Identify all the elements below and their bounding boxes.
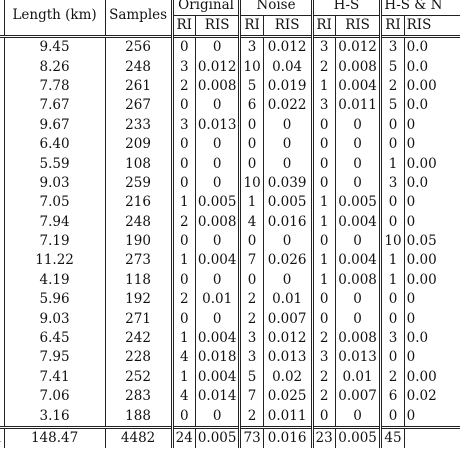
hsn-ris-cell: 0.0: [404, 329, 460, 348]
original-ris-cell: 0: [195, 174, 240, 193]
hs-ris-cell: 0.01: [335, 368, 381, 387]
original-ris-cell: 0.004: [195, 368, 240, 387]
hsn-ri-cell: 3: [381, 329, 404, 348]
total-row: [0, 427, 460, 448]
hs-ri-cell: 0: [312, 290, 335, 309]
hsn-ris-cell: 0.0: [404, 174, 460, 193]
table-row: [0, 309, 460, 328]
hs-ri-cell: 2: [312, 329, 335, 348]
length-cell: 7.95: [4, 348, 105, 367]
table-row: [0, 135, 460, 154]
original-ri-cell: 1: [172, 329, 195, 348]
original-ris-cell: 0.012: [195, 57, 240, 76]
original-ri-cell: 2: [172, 213, 195, 232]
hs-ri-cell: 0: [312, 406, 335, 427]
hsn-ri-cell: 0: [381, 290, 404, 309]
samples-cell: 190: [105, 232, 172, 251]
original-ri-cell: 24: [172, 427, 195, 448]
original-ri-cell: 2: [172, 290, 195, 309]
original-ri-cell: 1: [172, 193, 195, 212]
hs-ri-cell: 0: [312, 154, 335, 173]
ri-header: RI: [240, 16, 263, 37]
original-ri-cell: 0: [172, 154, 195, 173]
hsn-ris-cell: 0: [404, 309, 460, 328]
noise-ris-cell: 0.025: [263, 387, 312, 406]
hsn-ris-cell: 0: [404, 406, 460, 427]
hsn-ris-cell: 0: [404, 290, 460, 309]
hsn-ris-cell: 0: [404, 135, 460, 154]
noise-ris-cell: 0.016: [263, 427, 312, 448]
length-cell: 3.16: [4, 406, 105, 427]
hsn-ri-cell: 0: [381, 193, 404, 212]
samples-cell: 118: [105, 271, 172, 290]
length-cell: 4.19: [4, 271, 105, 290]
hsn-ri-cell: 3: [381, 37, 404, 58]
group-header-hs: H-S: [312, 0, 381, 16]
hsn-ris-cell: 0.00: [404, 154, 460, 173]
hsn-ri-cell: 6: [381, 387, 404, 406]
hs-ris-cell: 0: [335, 154, 381, 173]
noise-ri-cell: 2: [240, 309, 263, 328]
hsn-ris-cell: 0.00: [404, 271, 460, 290]
hsn-ri-cell: 0: [381, 309, 404, 328]
hs-ri-cell: 1: [312, 271, 335, 290]
original-ri-cell: 4: [172, 387, 195, 406]
hs-ri-cell: 2: [312, 387, 335, 406]
original-ri-cell: 3: [172, 57, 195, 76]
original-ris-cell: 0.018: [195, 348, 240, 367]
table-row: [0, 154, 460, 173]
length-cell: 7.94: [4, 213, 105, 232]
noise-ris-cell: 0.013: [263, 348, 312, 367]
length-cell: 5.59: [4, 154, 105, 173]
original-ris-cell: 0: [195, 37, 240, 58]
original-ris-cell: 0: [195, 135, 240, 154]
hs-ri-cell: 0: [312, 116, 335, 135]
length-cell: 9.67: [4, 116, 105, 135]
hs-ris-cell: 0.008: [335, 271, 381, 290]
samples-cell: 252: [105, 368, 172, 387]
noise-ris-cell: 0: [263, 135, 312, 154]
table-row: [0, 406, 460, 427]
hs-ris-cell: 0.011: [335, 96, 381, 115]
samples-cell: 108: [105, 154, 172, 173]
noise-ri-cell: 0: [240, 271, 263, 290]
hsn-ris-cell: 0.0: [404, 57, 460, 76]
original-ri-cell: 4: [172, 348, 195, 367]
noise-ri-cell: 10: [240, 57, 263, 76]
table-row: [0, 193, 460, 212]
hs-ri-cell: 2: [312, 368, 335, 387]
noise-ris-cell: 0.012: [263, 329, 312, 348]
hs-ri-cell: 3: [312, 96, 335, 115]
samples-cell: 242: [105, 329, 172, 348]
hs-ris-cell: 0: [335, 135, 381, 154]
hs-ris-cell: 0: [335, 174, 381, 193]
table-row: [0, 271, 460, 290]
hs-ri-cell: 1: [312, 251, 335, 270]
original-ri-cell: 0: [172, 37, 195, 58]
ris-header: RIS: [263, 16, 312, 37]
length-cell: 11.22: [4, 251, 105, 270]
original-ris-cell: 0.008: [195, 77, 240, 96]
original-ri-cell: 2: [172, 77, 195, 96]
noise-ri-cell: 7: [240, 251, 263, 270]
hs-ri-cell: 1: [312, 193, 335, 212]
hs-ri-cell: 3: [312, 348, 335, 367]
noise-ri-cell: 4: [240, 213, 263, 232]
original-ris-cell: 0.004: [195, 251, 240, 270]
table-row: [0, 387, 460, 406]
group-header-original: Original: [172, 0, 240, 16]
ri-header: RI: [381, 16, 404, 37]
hs-ris-cell: 0.008: [335, 57, 381, 76]
original-ri-cell: 0: [172, 232, 195, 251]
length-cell: 9.03: [4, 309, 105, 328]
table-row: [0, 348, 460, 367]
ris-header: RIS: [335, 16, 381, 37]
noise-ris-cell: 0.01: [263, 290, 312, 309]
noise-ris-cell: 0: [263, 271, 312, 290]
noise-ri-cell: 0: [240, 154, 263, 173]
noise-ri-cell: 2: [240, 290, 263, 309]
table-row: [0, 329, 460, 348]
hs-ris-cell: 0.005: [335, 427, 381, 448]
noise-ri-cell: 10: [240, 174, 263, 193]
hsn-ri-cell: 10: [381, 232, 404, 251]
ri-header: RI: [172, 16, 195, 37]
noise-ris-cell: 0: [263, 116, 312, 135]
noise-ri-cell: 1: [240, 193, 263, 212]
hsn-ris-cell: 0: [404, 193, 460, 212]
hs-ri-cell: 0: [312, 309, 335, 328]
hs-ri-cell: 0: [312, 232, 335, 251]
noise-ri-cell: 0: [240, 232, 263, 251]
noise-ri-cell: 6: [240, 96, 263, 115]
length-cell: 7.67: [4, 96, 105, 115]
original-ris-cell: 0.013: [195, 116, 240, 135]
noise-ris-cell: 0.022: [263, 96, 312, 115]
original-ri-cell: 0: [172, 309, 195, 328]
noise-ris-cell: 0.02: [263, 368, 312, 387]
hs-ris-cell: 0.004: [335, 77, 381, 96]
samples-cell: 228: [105, 348, 172, 367]
hs-ris-cell: 0.007: [335, 387, 381, 406]
samples-header: Samples: [105, 0, 172, 37]
samples-cell: 192: [105, 290, 172, 309]
length-cell: 7.19: [4, 232, 105, 251]
length-cell: 7.05: [4, 193, 105, 212]
hsn-ris-cell: 0.02: [404, 387, 460, 406]
length-cell: 6.40: [4, 135, 105, 154]
original-ris-cell: 0.005: [195, 427, 240, 448]
hs-ris-cell: 0: [335, 116, 381, 135]
hs-ri-cell: 1: [312, 77, 335, 96]
hs-ri-cell: 0: [312, 135, 335, 154]
hsn-ri-cell: 5: [381, 57, 404, 76]
samples-cell: 273: [105, 251, 172, 270]
original-ris-cell: 0: [195, 271, 240, 290]
noise-ri-cell: 0: [240, 135, 263, 154]
noise-ris-cell: 0.016: [263, 213, 312, 232]
hs-ri-cell: 2: [312, 57, 335, 76]
hsn-ri-cell: 1: [381, 154, 404, 173]
original-ris-cell: 0.008: [195, 213, 240, 232]
samples-cell: 267: [105, 96, 172, 115]
table-row: [0, 232, 460, 251]
hsn-ri-cell: 3: [381, 174, 404, 193]
hsn-ris-cell: 0: [404, 348, 460, 367]
original-ris-cell: 0.005: [195, 193, 240, 212]
table-row: [0, 368, 460, 387]
hsn-ri-cell: 1: [381, 251, 404, 270]
group-header-noise: Noise: [240, 0, 312, 16]
table-row: [0, 77, 460, 96]
noise-ris-cell: 0.039: [263, 174, 312, 193]
hs-ri-cell: 1: [312, 213, 335, 232]
hs-ris-cell: 0: [335, 309, 381, 328]
samples-cell: 248: [105, 57, 172, 76]
hsn-ris-cell: 0: [404, 116, 460, 135]
hs-ris-cell: 0: [335, 290, 381, 309]
noise-ris-cell: 0.04: [263, 57, 312, 76]
noise-ris-cell: 0.026: [263, 251, 312, 270]
hsn-ris-cell: 0.0: [404, 37, 460, 58]
noise-ris-cell: 0.011: [263, 406, 312, 427]
hsn-ri-cell: 5: [381, 96, 404, 115]
length-cell: 7.41: [4, 368, 105, 387]
hsn-ris-cell: 0.05: [404, 232, 460, 251]
hsn-ri-cell: 0: [381, 116, 404, 135]
length-cell: 148.47: [4, 427, 105, 448]
samples-cell: 248: [105, 213, 172, 232]
hsn-ri-cell: 0: [381, 213, 404, 232]
noise-ri-cell: 5: [240, 77, 263, 96]
hsn-ri-cell: 0: [381, 135, 404, 154]
hs-ris-cell: 0.004: [335, 213, 381, 232]
hs-ri-cell: 0: [312, 174, 335, 193]
original-ri-cell: 1: [172, 251, 195, 270]
original-ris-cell: 0.014: [195, 387, 240, 406]
table-row: [0, 290, 460, 309]
table-row: [0, 116, 460, 135]
noise-ris-cell: 0.019: [263, 77, 312, 96]
noise-ris-cell: 0.007: [263, 309, 312, 328]
noise-ris-cell: 0: [263, 154, 312, 173]
hs-ris-cell: 0.008: [335, 329, 381, 348]
original-ri-cell: 1: [172, 368, 195, 387]
hs-ri-cell: 3: [312, 37, 335, 58]
original-ri-cell: 0: [172, 174, 195, 193]
original-ri-cell: 0: [172, 135, 195, 154]
ri-header: RI: [312, 16, 335, 37]
samples-cell: 261: [105, 77, 172, 96]
noise-ris-cell: 0.005: [263, 193, 312, 212]
hsn-ri-cell: 2: [381, 77, 404, 96]
hsn-ris-cell: 0: [404, 213, 460, 232]
hs-ris-cell: 0.012: [335, 37, 381, 58]
hsn-ris-cell: 0.0: [404, 96, 460, 115]
group-header-hs-noise: H-S & N: [381, 0, 460, 16]
original-ri-cell: 3: [172, 116, 195, 135]
noise-ri-cell: 3: [240, 348, 263, 367]
samples-cell: 259: [105, 174, 172, 193]
samples-cell: 209: [105, 135, 172, 154]
ris-header: RIS: [195, 16, 240, 37]
length-cell: 5.96: [4, 290, 105, 309]
noise-ri-cell: 7: [240, 387, 263, 406]
length-cell: 8.26: [4, 57, 105, 76]
table-row: [0, 57, 460, 76]
table-row: [0, 174, 460, 193]
hsn-ri-cell: 0: [381, 406, 404, 427]
original-ris-cell: 0.01: [195, 290, 240, 309]
noise-ri-cell: 5: [240, 368, 263, 387]
hs-ris-cell: 0: [335, 232, 381, 251]
header-row-groups: [0, 0, 460, 16]
table-row: [0, 251, 460, 270]
samples-cell: 216: [105, 193, 172, 212]
samples-cell: 283: [105, 387, 172, 406]
original-ris-cell: 0.004: [195, 329, 240, 348]
original-ris-cell: 0: [195, 96, 240, 115]
hsn-ri-cell: 0: [381, 348, 404, 367]
hsn-ri-cell: 2: [381, 368, 404, 387]
original-ri-cell: 0: [172, 96, 195, 115]
noise-ris-cell: 0.012: [263, 37, 312, 58]
noise-ri-cell: 3: [240, 329, 263, 348]
original-ri-cell: 0: [172, 406, 195, 427]
length-cell: 9.45: [4, 37, 105, 58]
original-ris-cell: 0: [195, 406, 240, 427]
hsn-ris-cell: 0.00: [404, 368, 460, 387]
original-ris-cell: 0: [195, 309, 240, 328]
length-cell: 6.45: [4, 329, 105, 348]
length-cell: 7.78: [4, 77, 105, 96]
hsn-ri-cell: 1: [381, 271, 404, 290]
samples-cell: 188: [105, 406, 172, 427]
samples-cell: 4482: [105, 427, 172, 448]
table-row: [0, 96, 460, 115]
hs-ris-cell: 0.005: [335, 193, 381, 212]
samples-cell: 271: [105, 309, 172, 328]
hs-ris-cell: 0.004: [335, 251, 381, 270]
samples-cell: 256: [105, 37, 172, 58]
table-row: [0, 213, 460, 232]
original-ris-cell: 0: [195, 154, 240, 173]
table-row: [0, 37, 460, 58]
noise-ri-cell: 2: [240, 406, 263, 427]
noise-ris-cell: 0: [263, 232, 312, 251]
original-ris-cell: 0: [195, 232, 240, 251]
noise-ri-cell: 0: [240, 116, 263, 135]
length-cell: 9.03: [4, 174, 105, 193]
hsn-ris-cell: 0.00: [404, 251, 460, 270]
hsn-ris-cell: 0.00: [404, 77, 460, 96]
samples-cell: 233: [105, 116, 172, 135]
hsn-ris-cell: [404, 427, 460, 448]
length-header: Length (km): [4, 0, 105, 37]
hs-ri-cell: 23: [312, 427, 335, 448]
original-ri-cell: 0: [172, 271, 195, 290]
noise-ri-cell: 73: [240, 427, 263, 448]
hs-ris-cell: 0: [335, 406, 381, 427]
hs-ris-cell: 0.013: [335, 348, 381, 367]
length-cell: 7.06: [4, 387, 105, 406]
ris-header: RIS: [404, 16, 460, 37]
noise-ri-cell: 3: [240, 37, 263, 58]
hsn-ri-cell: 45: [381, 427, 404, 448]
